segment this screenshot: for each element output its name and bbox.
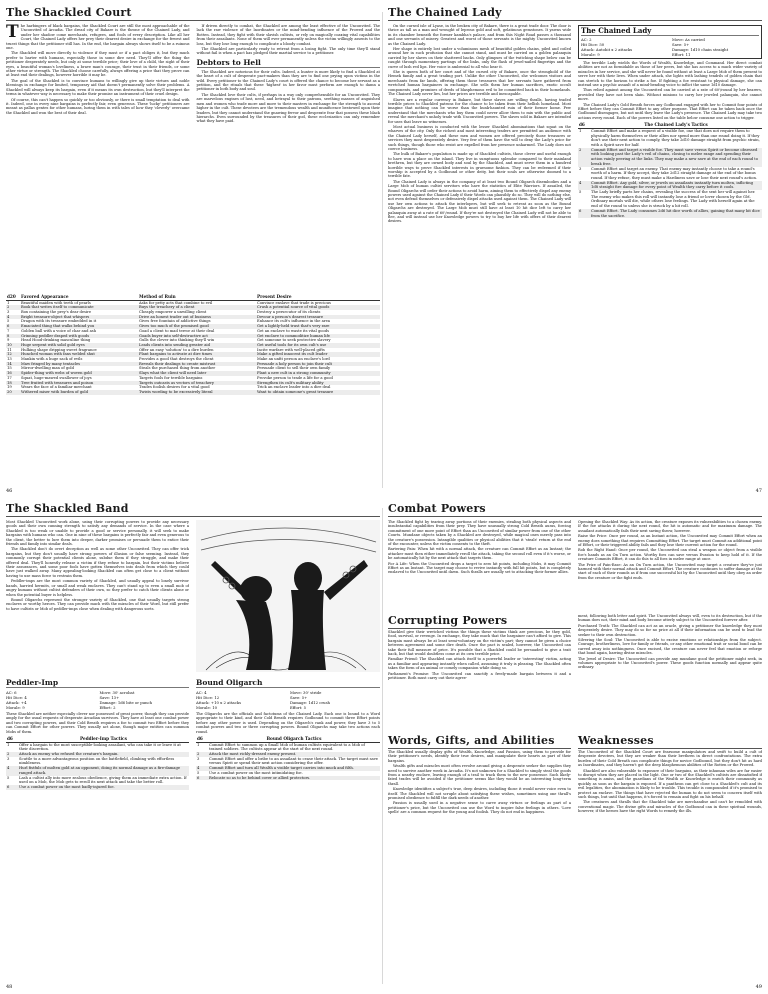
page-title: The Shackled Court: [6, 6, 380, 21]
table-cell: 2: [6, 305, 20, 310]
table-cell: Destroy a persecutor of its clients: [257, 310, 321, 314]
table-row: [6, 376, 380, 381]
table-row: [196, 742, 380, 752]
stat-grid: [581, 37, 759, 57]
table-cell: 7: [7, 328, 10, 333]
table-cell: Goad a client to mad terror at their deal: [139, 328, 215, 333]
table-cell: Persuade a holy person to join their cult: [256, 362, 380, 367]
paragraph: The Prize of Pain-Ease: As an On Turn action, the Unconvited may target a creature they've just harmed with their normal attack and Commit Effort. The creature continues to suffer damage at the start of each of their rounds as if from one successful hit by the Unconvited until they obey an order from the creature or the fight ends.: [578, 562, 762, 580]
table-body: [578, 128, 762, 218]
stat-line: Save: 5+: [290, 695, 308, 700]
page-46: [6, 6, 380, 494]
peddler-imp-section: [6, 676, 189, 982]
page-number: 47: [755, 488, 762, 494]
table-cell: Mirror-dwelling man of gold: [21, 366, 74, 371]
table-row: [6, 766, 189, 775]
column-header: d6: [196, 736, 208, 742]
table-row: [578, 167, 762, 181]
section-heading: Debtors to Hell: [197, 58, 381, 68]
shackled-figure-icon: [196, 520, 380, 672]
table-cell: 16: [6, 371, 20, 376]
table-cell: Commit Effort and turn all Wealth a visible target carries into muck and filth.: [208, 766, 380, 771]
tactics-table: [196, 736, 380, 780]
table-cell: 6: [6, 324, 20, 329]
table-cell: The Lady briefly parts her chains, revealing the success of the sent her will against her. The enemy who makes this roll will instantly lose a friend or lover chosen by the GM. Ordinary mortals will die, while others lose feelings. The Lady with herself again at the end of the round to unless she is struck by a hit roll.: [591, 190, 756, 209]
stat-line: Damage: 1d12 crush: [290, 700, 331, 705]
table-cell: Dragon with its treasure embedded in it: [21, 319, 97, 324]
table-cell: Hurl fistfuls of molten gold at an opponent, doing its normal damage as a fire-damage ranged attack.: [18, 766, 189, 775]
paragraph: Bound Oligarchs represent the stronger variety of Shackled, one that usually targets strong enclaves or worthy heroes. They can provide much with the miracles of their Word, but still prefer to have cultists or Mob of peddler-imps close when dealing with dangerous sorts.: [6, 597, 189, 611]
table-cell: Grinning peddler draped with goods: [20, 334, 138, 339]
intro-columns: [6, 24, 380, 292]
table-cell: Commit Effort. The Lady consumes 2d6 hit dice worth of allies, gaining that many hit dice from the sacrifice.: [590, 209, 762, 218]
table-cell: Bright treasure-object that whispers: [20, 315, 138, 320]
stat-line: Effort: 11: [672, 52, 691, 57]
table-cell: Targets outcasts as vectors of treachery: [138, 381, 256, 386]
table-cell: Asks for petty acts that combine to evil: [139, 300, 213, 305]
column-header: d6: [6, 736, 18, 742]
table-cell: 20: [6, 390, 20, 395]
paragraph: Passion is usually used in a negative sense to carve away virtues or feelings as part of a petitioner's price, but the Unconvited can use the Word to inspire false feelings in others. 'Love spells' are a common request for the young and foolish. They do not end in happiness.: [388, 801, 571, 815]
table-cell: Commit Effort and target an enemy. That enemy may instantly choose to take a round's worth of a harm. If they accept, they take 2d12 straight damage at the end of the bonus round. If they refuse, they must make a Hardiness save or lose their next round's action.: [591, 166, 758, 180]
table-cell: 1: [579, 128, 582, 133]
page-47: [388, 6, 762, 494]
page-gutter: [382, 12, 383, 488]
table-cell: Golden ball with a voice of char and ash: [21, 328, 97, 333]
tactics-table: [578, 122, 762, 218]
paragraph: Her shape is entirely lost under a voluminous mesh of beautiful golden chains, piled and coiled around her in such profusion that she cannot stand, and must be carried on a golden palanquin carried by her slaves on their shattered backs. Only glimpses of the twitching shape below can be caught through momentary partings of the links, only the flash of jewel-nailed fingertips and the curve of lush red lips. Her voice is ambrosial to all who hear it.: [388, 47, 571, 69]
table-cell: Make an unfit person an enclave's lord: [257, 357, 330, 362]
stat-line: Attack: Autohit x 2 attacks: [581, 47, 633, 52]
words-column: [388, 750, 571, 980]
table-cell: Get an enclave to waste its vital goods: [257, 328, 329, 333]
paragraph: Raise the Price: Once per round, as an Instant action, the Unconvited may Commit Effort when an enemy does something that requires Committing Effort. The target must Commit an additional point of Effort, or their triggered ability fails and they lose their current action for the round.: [578, 534, 762, 548]
paragraph: Most Shackled Unconvited work alone, using their corrupting powers to provide any necessary goods and their own cunning strength to satisfy any demands of service. In the case where a Shackled is too weak or unable to provide a good or service personally, it will seek to make bargains with humans who can. One in nine of these bargains is perfectly fair and even generous to the client, the better to lure them into deeper, darker promises or persuade them to entice their friends and family into similar deals.: [6, 520, 189, 547]
table-row: [6, 329, 380, 334]
paragraph: The Shackled don't do overt deception as well as some other Unconvited. They can offer trick bargains, but they don't usually have strong powers of illusion or false seeming. Instead, they commonly corrupt their potential clients alone, subdue them if they struggle, and make their offered deal. They'll honestly release a victim if they refuse to bargain, but their victims believe their assurances, and some poor fools have gotten themselves into deals from which they could have just walked away. Many appealing-looking Shackled can often get close to a client without having to use mass force to restrain them.: [6, 547, 189, 578]
stat-line: Move: 30' stride: [290, 690, 322, 695]
table-cell: Attack the most richly-dressed enemy present.: [208, 752, 380, 757]
table-cell: 19: [7, 385, 12, 390]
table-row: [6, 757, 189, 766]
column-header: Favored Appearance: [20, 294, 138, 300]
stat-line: Damage: 1d10 chain straight: [672, 47, 729, 52]
paragraph: The Shackled are particularly ready to retreat from a losing fight. The only time they'll stand without fail is when a pact has pledged their martial service to a petitioner.: [196, 47, 380, 56]
paragraph: Shackled are also vulnerable to exposure of their bargains, as their inhuman wiles are far easier to disrupt when they are placed in the light. One or two of the Shackled's cultists are dissatisfied if something is amiss, and the guardians of the Wealth or Knowledge is enrich their community as quickly as soon as the bargain is exposed. If a pantheon can get close to a Shackled's cult and its evil legalities, the abomination is likely to be trouble. This trouble is compounded if it's promised to protect an enclave. The things that have rejected the human to do not seem to concern itself with such things, but until that happens, it's forced to remain and fight on his behalf.: [578, 768, 762, 800]
section-heading: Corrupting Powers: [388, 614, 571, 629]
table-cell: Use a combat power on the most badly-injured foe.: [18, 785, 189, 790]
table-cell: Enhance its cult's influence in the area: [257, 319, 330, 324]
table-cell: Devour a person's dearest treasure: [256, 315, 380, 320]
table-cell: Get someone to seek protective slavery: [257, 338, 331, 343]
right-column: [578, 24, 762, 484]
stat-line: Hit Dice: 4: [6, 695, 27, 700]
d20-table: [6, 294, 380, 395]
table-cell: Hulking shape dripping sweet fragrance: [21, 347, 97, 352]
table-row: [578, 209, 762, 218]
table-cell: 3: [7, 310, 10, 314]
table-cell: 5: [579, 190, 582, 195]
table-cell: Commit Effort and target a visible foe. They must save versus Spirit or become obsessed with looking past the Lady's veil of chains, closing to melee range and spending their action vainly peering at the links. They may make a new save at the end of each round to break free.: [590, 148, 762, 167]
table-cell: 4: [6, 766, 18, 775]
paragraph: If driven directly to combat, the Shackled are among the least effective of the Unconvited. The lack the raw violence of the Inordinates or the mind-bending influence of the Prowed and the Rotten. Instead, they fight with their slavish cultists, or rely on magically coaxing vital capabilities from their assailants. None of them will ever permanently unless the victim willingly assents to the loss, but they lose long enough to complicate a bloody combat.: [196, 24, 380, 46]
left-column: [388, 24, 571, 484]
table-cell: 6: [6, 785, 18, 790]
table-cell: Steals the purchased thing from another: [139, 366, 216, 371]
table-cell: Crush a potential source of vital goods: [256, 305, 380, 310]
column-header: Bound Oligarch Tactics: [208, 736, 380, 742]
paragraph: Bartering Pain: When hit with a normal attack, the creature can Commit Effort as an Instant; the attacker must then either immediately reroll the attack, taking the second roll even if it's worse, or be automatically hit by the next attack that targets them.: [388, 547, 571, 561]
combat-right-column: [578, 520, 762, 612]
table-cell: 2: [6, 752, 18, 757]
table-cell: Gives free fountain of addictive things: [139, 319, 211, 324]
stat-line: Morale: 9: [581, 52, 600, 57]
table-cell: Persuade client to sell their own family: [257, 366, 331, 371]
bottom-spread: [6, 502, 762, 990]
paragraph: For A Life: When the Unconvited drops a target to zero hit points, including Mobs, it may Commit Effort as an Instant. The target may choose to revive instantly with full hit points, but is completely enslaved to the Unconvited until dawn. Such thralls are usually set to attacking their former allies.: [388, 561, 571, 575]
column-header: Peddler-Imp Tactics: [18, 736, 189, 742]
paragraph: Slaves are a regular currency in Bakare, but these slaves are willing thralls, having traded terrible prices to Shackled patrons for the chance to be taken from their hellish homeland. Most imagine that nothing can be worse than the hunk-haunted ruin of their former home. Few understand that the merchants who buy them could never allow them to mix with the public and reveal the merchant's unholy trade with Unconvited powers. The slaves sold in Bakare are intended for uses that leave no witnesses.: [388, 97, 571, 124]
table-cell: Twists wording to be excessively literal: [138, 390, 256, 395]
table-cell: 1: [197, 742, 200, 747]
table-cell: Commit Effort. Any gold, silver, or jewels on assailants instantly turn molten, inflicting 1d8 straight fire damage for every point of Wealth they carry before it cools.: [590, 181, 762, 190]
paragraph: The Oligarchs are the officials and factotums of the Chained Lady. Each one is bound to a Word appropriate to their kind, and their Cold Breath requires Godbound to commit three Effort points before any other power is used. Depending on the Oligarch's rank and power, they have 3 to 5 combat powers and two or three corrupting powers. Bound Oligarchs may take two actions each round.: [196, 712, 380, 734]
table-cell: 14: [6, 362, 20, 367]
table-cell: Hunched woman with fans welded shut: [20, 352, 138, 357]
table-cell: Huge serpent with solid gold eyes: [20, 343, 138, 348]
paragraph: Thus relied against among the Unconvited can be carried at a rate of 60'/round by her bearers, provided they have not been slain. Without minions to carry her jeweled palanquin, she cannot move.: [578, 88, 762, 102]
stat-line: AC: 4: [196, 690, 207, 695]
stat-line: Attack: +4: [6, 700, 27, 705]
paragraph: The bulk of Bakare's population is made up of Shackled cultists, those clever and useful enough to have won a place on the island. They live in sumptuous splendor compared to their mainland brethren, but they are owned body and soul by the Shackled, and must serve them in a hundred horrible ways to prove Shackled interests in gruesome fashion. They can be redeemed if their worship is accepted by a Godbound or other deity, but their souls are otherwise doomed to a terrible fate.: [388, 152, 571, 179]
paragraph: The Chained Lady is always in the company of at least two Bound Oligarch disembodies and a Large Mob of human cultist servitors who have the statistics of Elite Warriors. If assailed, the Bound Oligarchs will order their actions to avoid harm, aiming them to effectively dispel any enemy powers used against the Chained Lady if their Words can plausibly do so. They will do nothing else, not even defend themselves or defensively dispel attacks used against them. The Chained Lady will use her own actions to attack the interlopers, but will seek to retreat as soon as the Bound Oligarchs are destroyed. The Large Mob must still have at least 10 hit dice left to carry her palanquin away at a rate of 60'/round. If they're not destroyed the Chained Lady will not be able to flee, and will instead use her Knowledge powers to try to buy her life with offers of their dearest desires.: [388, 179, 571, 224]
paragraph: he harbingers of black bargains, the Shackled Court are still the most approachable of the Unconvited of Arcadia. The dread city of Bakare is the throne of the Chained Lady, and under her shadow come merchants, refugees, and fools of every description. Like all her Court, the Chained Lady offers her prey their dearest desire in exchange for the fewest and truest things that the petitioner still has. In the end, the bargain always shows itself to be a ruinous one.: [6, 24, 190, 51]
table-body: [6, 742, 189, 790]
table-cell: 17: [7, 375, 12, 380]
table-cell: 5: [7, 775, 10, 780]
paragraph: The Shackled will move directly to violence if they must or if a pact obliges it, but they much prefer to barter with humans, especially those in some dire need. They'll offer the thing the petitioner desperately needs, but only at some terrible price; their love of a child, the sight of their eyes, a beautiful woman's loveliness, a brave man's courage, their trust in their friends, or some other virtue or strength. The Shackled choose carefully, always offering a price that they prove can at least end their dealings, however horrible it may be.: [6, 51, 190, 78]
table-cell: 9: [7, 338, 10, 343]
stat-line: Hit Dice: 12: [196, 695, 220, 700]
table-row: [6, 343, 380, 348]
bound-oligarch-section: [196, 676, 380, 982]
table-cell: Commit Effort and make a request of a visible foe, one that does not require them to physically harm themselves or their allies nor spend more than one round doing it. If they don't use their next action to comply, they take 2d10 damage straight from psychic strain, with a Spirit save for half.: [591, 128, 760, 147]
table-cell: Want to obtain someone's great treasure: [256, 390, 380, 395]
table-row: [6, 785, 189, 790]
table-cell: Targets fools for terrible bargains: [139, 375, 203, 380]
table-cell: Withered miser with burden of gold: [20, 390, 138, 395]
table-cell: Cheaply empower a unwilling client: [139, 310, 207, 314]
stat-line: Damage: 1d6 bite or punch: [99, 700, 153, 705]
table-row: [6, 390, 380, 395]
stat-line: AC: 2: [581, 37, 592, 42]
paragraph: The terrible Lady wields the Words of Wealth, Knowledge, and Command. Her direct combat abilities are not as formidable as those of her peers, but she has access to a much wider variety of miracles in her service, and she will never be found without at least a Large Mob of them present to serve her with their lives. When under attack, she lights with lashing tendrils of golden chain that can stretch to the horizon to strike a foe. If fighting a foe resistant to physical damage, she can instead use a psychic assault of a mind-bending voice to inflict the same 1d10 damage.: [578, 61, 762, 88]
stat-line: Attack: +10 x 2 attacks: [196, 700, 242, 705]
table-cell: Get a lightly-held trust that's very rare: [256, 324, 380, 329]
table-cell: Relocate so as to be behind cover or allied protectors.: [208, 776, 380, 781]
table-cell: Commit Effort to summon up a Small Mob of human cultists equivalent to a Mob of trained soldiers. The cultists appear at the start of the next round.: [209, 742, 365, 752]
paragraph: Of course, this can't happen so quickly or too obviously, or there is small temptation to deal with it. Indeed, one in every nine bargains is perfectly fair, even generous. These 'lucky' petitioners are meant as pallas gentes for other humans, luring them in with tales of how they 'cleverly' overcame the Shackled and won the best of their deal.: [6, 97, 190, 115]
table-cell: 3: [197, 756, 200, 761]
column-header: d6: [578, 122, 590, 128]
table-cell: 18: [6, 381, 20, 386]
table-cell: Plant bargains to activate at dire times: [138, 352, 256, 357]
table-cell: 6: [196, 776, 208, 781]
column-header: The Chained Lady's Tactics: [590, 122, 762, 128]
paragraph: The Jewel of Desire: The Unconvited can provide any mundane good the petitioner might seek, in volumes appropriate to the Unconvited's power. These goods function normally and appear quite ordinary.: [578, 656, 762, 670]
stat-line: Save: 13+: [99, 695, 120, 700]
table-row: [6, 776, 189, 785]
table-cell: Goads buyer into self-destructive act: [138, 334, 256, 339]
table-cell: 2: [578, 148, 590, 167]
paragraph: The creatures and thralls that the Shackled take are merchandise and can't be remolded with conventional magic. The divine gifts and miracles of the Godbound can in these spiritual wounds, however, if the heroes have the right Words to remedy the ills.: [578, 800, 762, 814]
table-cell: 5: [7, 319, 10, 324]
paragraph: Wealth gifts and miracles most often revolve around giving a desperate seeker the supplies they need to survive another week in Arcadia. It's not unknown for a Shackled to simply steal the goods from a nearby enclave, leaving enough of a trail to track them to the new possessor. Such likely-fated trades will be avoided if the petitioner seems like they would be an interesting long-term thrall.: [388, 764, 571, 786]
table-cell: Spider-thing with webs of woven gold: [20, 371, 138, 376]
paragraph: Purchased Truth: The Shackled can act as an oracle, giving a petitioner the knowledge they most desperately desire. They may do so for no price at all if their information can be used to lead the seeker to their own destruction.: [578, 623, 762, 637]
paragraph: Knowledge identifies a subject's true, deep desires, including those it would never voice even to itself. The Shackled will not scruple about satisfying these wishes, sometimes using one thrall's promised obedience to fulfill the dark needs of another.: [388, 787, 571, 801]
table-cell: 13: [7, 357, 12, 362]
stat-line: AC: 6: [6, 690, 17, 695]
table-cell: Drive an honest trader out of business: [138, 315, 256, 320]
table-cell: Squat, huge-mawed swallower of joys: [21, 375, 92, 380]
table-cell: Get useful tools for its own cult's use: [256, 343, 380, 348]
tactics-table: [6, 736, 189, 790]
paragraph: ment, following both letter and spirit. The Unconvited always will, even to its destruction, but if the human does not, their mind and body become utterly subject to the Unconvited forever after.: [578, 614, 762, 623]
table-cell: Use a combat power on the most intimidating foe.: [209, 770, 303, 775]
table-cell: 15: [7, 366, 12, 371]
table-cell: Emaciated thing that walks behind you: [20, 324, 138, 329]
table-cell: Incite warfare with well-placed gifts: [257, 347, 325, 352]
table-row: [578, 181, 762, 190]
table-cell: 4: [196, 766, 208, 771]
paragraph: Peddler-imps are the most common variety of Shackled, and usually appeal to lonely survivor bands, harried hermits, or small and weak enclaves. They can't stand up to even a small mob of angry humans without cultist defenders of their own, so they prefer to catch their clients alone or when the potential buyer is helpless.: [6, 579, 189, 597]
page-number: 46: [6, 488, 13, 494]
table-cell: 6: [578, 209, 590, 218]
table-row: [578, 190, 762, 209]
paragraph: The Shackled fight by tearing away portions of their enemies, stealing both physical aspects and insubstantial capabilities from their prey. They have unusually strong Cold Breath auras, forcing commitment of one more point of Effort than an Unconvited of similar power from one of the other Courts. Mundane objects taken by a Shackled are destroyed, while magical ones merely pass into the creature's possession. Intangible qualities or physical abilities that it 'steals' return at the end of the encounter, unless the victim consents to the theft.: [388, 520, 571, 547]
table-cell: Buys the treachery of a client: [138, 305, 256, 310]
table-cell: 1: [7, 742, 10, 747]
table-cell: 11: [7, 347, 12, 352]
paragraph: Familiar Friend: The Shackled can attach itself to a powerful leader or 'interesting' victim, acting as a familiar and appearing instantly when called, assuming it truly is pleasing. The Shackled often takes the form of an animal or comely companion while doing so.: [388, 657, 571, 671]
stat-line: Hit Dice: 50: [581, 42, 605, 47]
statblock-title: The Chained Lady: [581, 27, 759, 36]
page-title: Combat Powers: [388, 502, 762, 517]
shackled-figure-illustration: [196, 520, 380, 672]
table-row: [196, 757, 380, 766]
paragraph: The goal of the Shackled is to convince humans to willingly give up their virtues and noble blessings in exchange for limited, temporary aid that doesn't permanently solve their problems. A Shackled will always keep its bargain, even if it means its own destruction, but they'll interpret the terms in whatever way is necessary to make their promise an instrument of their cruel design.: [6, 78, 190, 97]
table-row: [196, 776, 380, 781]
table-cell: Gulls the clever into thinking they'll win: [139, 338, 215, 343]
corrupting-right-column: [578, 614, 762, 732]
table-cell: Gives too much of the promised good: [138, 324, 256, 329]
column-header: Method of Ruin: [138, 294, 256, 300]
paragraph: She is queen both of her court and of the cursed city of Bakare, once the stronghold of the Hemek family and a great trading port. Unlike the other Unconvited, she welcomes visitors and merchants from far lands, offering them those treasures that her servants have gathered from wretched human bargainers in exchange. She sells them her human sacrifices, exotic occult components, and promises of deeds of blasphemous evil to be committed back in their homelands. The Chained Lady never lies, but her prices are terrible and inescapable.: [388, 70, 571, 97]
table-cell: Box containing the prey's dear desire: [21, 310, 92, 314]
table-cell: 5: [197, 770, 200, 775]
table-cell: 12: [6, 352, 20, 357]
corrupting-left-column: [388, 630, 571, 732]
table-cell: Provides a good that destroys the client: [139, 357, 214, 362]
table-cell: Commit Effort and offer a bribe to an assailant to cease their attack. The target must save versus Spirit or spend their next action considering the offer.: [209, 756, 378, 766]
table-cell: 1: [7, 300, 10, 305]
column-header: Present Desire: [256, 294, 380, 300]
table-cell: 2: [196, 752, 208, 757]
table-cell: Offer a bargain to the most susceptible-looking assailant, who can take it or leave it at their discretion.: [19, 742, 181, 752]
table-cell: Scuttle to a more advantageous position on the battlefield, climbing with effortless nimbleness.: [19, 756, 175, 766]
table-cell: Make a gifted innocent its cult leader: [256, 352, 380, 357]
page-49: [388, 502, 762, 990]
table-cell: Lash a cultist ally into more zealous obedience, giving them an immediate extra action. If used on a Mob, the Mob gets to reroll its next attack and take the better roll.: [19, 775, 187, 785]
table-cell: Reveals their dealings to create mistrust: [138, 362, 256, 367]
page-title: The Chained Lady: [388, 6, 762, 21]
paragraph: Shackled give their wretched victims the things these victims think are precious, be they gold, food, survival, or revenge. In exchange, they take much that the bargainer can't afford to give. This bargain must always be at least semi-voluntary on the victim's part; they cannot be given a choice between agreement and some dire death. Once the pact is sealed, however, the Unconvited can take their full measure of price. It's possible that a Shackled could be persuaded to give a trait back, but that would doubtless come at its own terrible price.: [388, 630, 571, 657]
paragraph: The Shackled love their cults, if perhaps in a way only comprehensible for an Unconvited. They are marvelous engines of lust, need, and betrayal to their patrons, seething masses of anguished men and women who trade more and more to their masters in exchange for the strength to ascend higher in the cult. These devotees are the tremendous wealth and munificence bestowed upon their leaders, but they cannot understand the gnawing fervor and desperate fear that possess these black hierarchs. Even surrounded by the treasures of their god, these ecclesiastics can only remember what they have paid.: [196, 92, 380, 124]
table-cell: Book that writes itself to communicate: [20, 305, 138, 310]
page-number: 48: [6, 984, 13, 990]
paragraph: Rob the Right Hand: Once per round, the Unconvited can steal a weapon or object from a visible foe's hands as an On Turn action. Worthy foes can save versus Evasion to keep hold of it. If the creature Commits Effort, it can do this to all foes in melee range at once.: [578, 548, 762, 562]
table-cell: Wears the face of a familiar merchant: [21, 385, 92, 390]
section-heading: Words, Gifts, and Abilities: [388, 734, 571, 749]
table-cell: 3: [7, 756, 10, 761]
paragraph: On the cursed isle of Lyase, in the broken city of Bakare, there is a great trade door. The door is thrice as tall as a man and wrought of leprous gold and soft, gelatinous gemstones. It yawns wide in its chamber beneath the former kambha's palace, and from this Night Road passes a thousand and one servants of misery. Greatest and worst of those servants is the mighty Unconvited known as the Chained Lady.: [388, 24, 571, 46]
paragraph: The Chained Lady's Gold Breath forces any Godbound engaged with her to Commit four points of Effort before they can Commit Effort to any other purpose. That Effort can be taken back once the Godbound disengages, but not until they leave the Lady's presence. The Chained Lady may take two actions every round. Each of the powers listed on the table below consume one action to trigger.: [578, 102, 762, 120]
stat-line: Save: 5+: [672, 42, 690, 47]
table-cell: Provoke person to trade a life for a good: [257, 375, 333, 380]
table-cell: Trades foolish desires for a vital good: [139, 385, 210, 390]
table-cell: Trick an enclave leader into a dire deal: [257, 385, 331, 390]
combat-left-column: [388, 520, 571, 612]
drop-cap: T: [6, 24, 19, 42]
table-cell: Get enclave to commoditize human life: [256, 334, 380, 339]
paragraph: The Shackled are notorious for their cults. Indeed, a hunter is more likely to find a Shackled at the heart of a cult of desperate pact-makers than they are to find one prying upon victims in the wild. Every petitioner to the Chained Lady's court is offered the chance to become her servant as a petition, and the rituals that these 'highest' in her favor must perform are enough to damn a petitioner in both body and soul.: [196, 69, 380, 92]
paragraph: Silvering the Soul: The Unconvited is able to excise emotions or relationships from the subject. Courage, brotherliness, love for family or friends, or any other emotional trait or social bond can be carved away into nothingness. Once excised, the creature can never feel that emotion or reforge that bond again, barring divine miracles.: [578, 638, 762, 656]
table-cell: 10: [6, 343, 20, 348]
page-48: [6, 502, 380, 990]
table-row: [578, 128, 762, 147]
table-cell: Offer an easy 'solution' to a dire burden: [139, 347, 214, 352]
table-cell: Beautiful maiden with teeth of pearls: [21, 300, 91, 305]
table-cell: Tree fruited with treasures and poison: [20, 381, 138, 386]
table-cell: Maw fringed by many tentacles: [20, 362, 138, 367]
statblock-title: Peddler-Imp: [6, 678, 189, 688]
paragraph: The Unconvited of the Shackled Court are fearsome manipulators and swift to build a cult of desperate devotees, but they are weaker than their brethren in direct confrontations. The extra burden of their Cold Breath can complicate things for novice Godbound, but they don't hit as hard as Inordinates, and they haven't got the deep blasphemous abilities of the Rotten or the Prowed.: [578, 750, 762, 768]
column-header: d20: [6, 294, 20, 300]
page-title: The Shackled Band: [6, 502, 380, 517]
table-cell: Mankin with a huge sack of evils: [21, 357, 83, 362]
page-gutter: [382, 508, 383, 984]
table-row: [6, 742, 189, 752]
paragraph: Parliament's Promise: The Unconvited can sanctify a freely-made bargain between it and a petitioner. Both must carry out their agree-: [388, 671, 571, 681]
stat-line: Morale: 9: [6, 705, 25, 710]
table-cell: 4: [578, 181, 590, 190]
paragraph: Most actual business is conducted with the lesser Shackled abominations that squat on the wharves of the city. Only the richest and most interesting traders are permitted an audience with the Chained Lady herself, and these men and women are offered precisely those treasures or services they most desperately desire. Very few of them have the will to deny the Lady's price for such things, though those who resist are expelled from her presence unharmed. The Lady does not coerce business.: [388, 124, 571, 151]
table-cell: Convince enslave that trade is precious: [257, 300, 331, 305]
table-row: [578, 148, 762, 167]
paragraph: These Shackled are neither especially clever nor possessed of great power, though they can provide amply for the usual requests of desperate Arcadian survivors. They have at least one combat power and two corrupting powers, and their Cold Breath requires a foe to commit two Effort before they can Commit Effort for other powers. They usually act alone, though major entities can summon Mobs of them.: [6, 712, 189, 734]
stat-line: Effort: 5: [290, 705, 306, 710]
statblock-title: Bound Oligarch: [196, 678, 380, 688]
table-cell: Plant a new cult in a strong community: [256, 371, 380, 376]
stat-grid: [196, 690, 380, 710]
stat-line: Move: 30' acrobat: [99, 690, 135, 695]
page-number: 49: [755, 984, 762, 990]
table-body: [196, 742, 380, 780]
table-cell: 4: [6, 315, 20, 320]
paragraph: Opening the Shackled Way: As its action, the creature exposes its vulnerabilities to a chosen enemy. If the foe attacks it during the next round, the hit is automatic and for maximum damage. The assailant automatically fails their next saving throw, however.: [578, 520, 762, 533]
stat-line: Move: As carried: [672, 37, 705, 42]
section-heading: Weaknesses: [578, 734, 762, 749]
stat-line: Morale: 10: [196, 705, 218, 710]
table-cell: Strengthen its cult's military ability: [256, 381, 380, 386]
table-cell: Leads clients into sending greater aid: [138, 343, 256, 348]
table-cell: Head Hood-drinking masculine thing: [21, 338, 91, 343]
left-column: [6, 520, 189, 672]
stat-line: Effort: 2: [99, 705, 116, 710]
paragraph: The Shackled usually display gifts of Wealth, Knowledge, and Passion, using them to provide for their petitioner's needs, identify their true desires, and manipulate their hearts as part of their bargains.: [388, 750, 571, 763]
table-cell: 3: [579, 166, 582, 171]
table-cell: 8: [6, 334, 20, 339]
stat-grid: [6, 690, 189, 710]
weakness-column: [578, 750, 762, 980]
table-cell: Attack an enemy who refused the creature's bargain.: [18, 752, 189, 757]
table-body: [6, 300, 380, 395]
statblock-chained-lady: [578, 25, 762, 59]
top-spread: [6, 6, 762, 494]
table-cell: Slays what the client will need later: [138, 371, 256, 376]
